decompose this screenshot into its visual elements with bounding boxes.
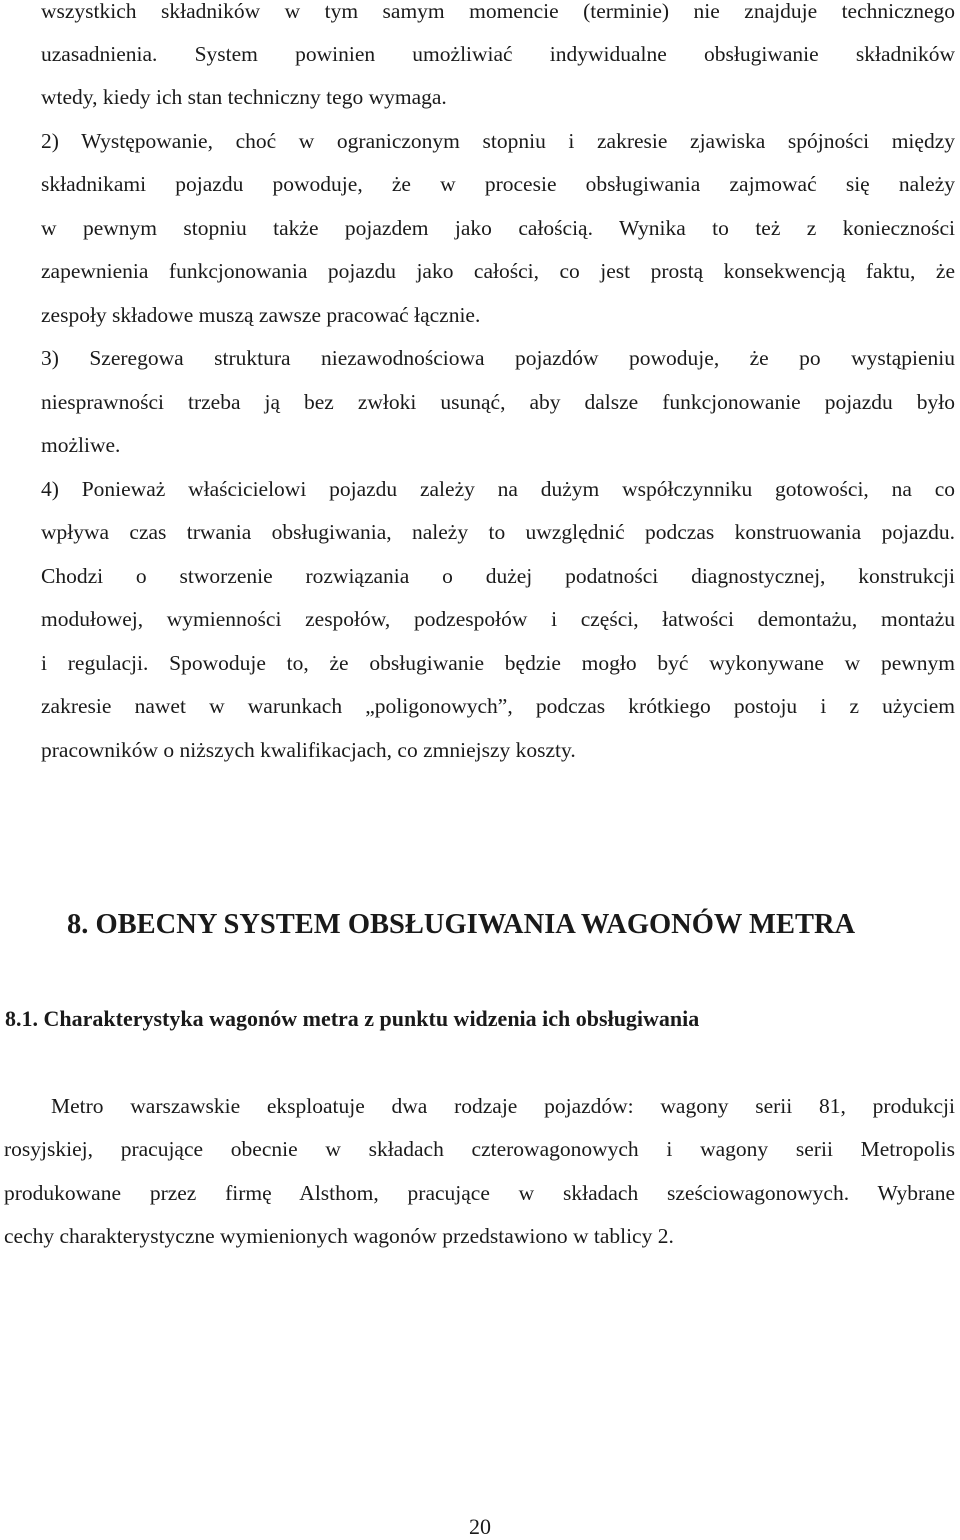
text-line: zakresie nawet w warunkach „poligonowych”, podczas krótkiego postoju i z użyciem	[41, 694, 955, 718]
text-line: produkowane przez firmę Alsthom, pracujące w składach sześciowagonowych. Wybrane	[4, 1181, 955, 1205]
text-line: w pewnym stopniu także pojazdem jako całością. Wynika to też z konieczności	[41, 216, 955, 240]
text-line: składnikami pojazdu powoduje, że w procesie obsługiwania zajmować się należy	[41, 172, 955, 196]
text-line: niesprawności trzeba ją bez zwłoki usunąć, aby dalsze funkcjonowanie pojazdu było	[41, 390, 955, 414]
text-line: wtedy, kiedy ich stan techniczny tego wymaga.	[41, 85, 447, 109]
list-item-3-line: 3) Szeregowa struktura niezawodnościowa pojazdów powoduje, że po wystąpieniu	[41, 346, 955, 370]
text-line: możliwe.	[41, 433, 121, 457]
subsection-heading: 8.1. Charakterystyka wagonów metra z punktu widzenia ich obsługiwania	[5, 1006, 700, 1031]
text-line: pracowników o niższych kwalifikacjach, co zmniejszy koszty.	[41, 738, 576, 762]
text-line: wszystkich składników w tym samym momencie (terminie) nie znajduje technicznego	[41, 0, 955, 23]
text-line: Metro warszawskie eksploatuje dwa rodzaje pojazdów: wagony serii 81, produkcji	[51, 1094, 955, 1118]
text-line: cechy charakterystyczne wymienionych wagonów przedstawiono w tablicy 2.	[4, 1224, 674, 1248]
text-line: rosyjskiej, pracujące obecnie w składach czterowagonowych i wagony serii Metropolis	[4, 1137, 955, 1161]
text-line: modułowej, wymienności zespołów, podzespołów i części, łatwości demontażu, montażu	[41, 607, 955, 631]
list-item-2-line: 2) Występowanie, choć w ograniczonym stopniu i zakresie zjawiska spójności między	[41, 129, 955, 153]
section-heading: 8. OBECNY SYSTEM OBSŁUGIWANIA WAGONÓW METRA	[67, 909, 856, 940]
text-line: zespoły składowe muszą zawsze pracować łącznie.	[41, 303, 481, 327]
text-line: i regulacji. Spowoduje to, że obsługiwanie będzie mogło być wykonywane w pewnym	[41, 651, 955, 675]
text-line: wpływa czas trwania obsługiwania, należy to uwzględnić podczas konstruowania pojazdu.	[41, 520, 955, 544]
list-item-4-line: 4) Ponieważ właścicielowi pojazdu zależy na dużym współczynniku gotowości, na co	[41, 477, 955, 501]
page-number: 20	[469, 1514, 491, 1539]
text-line: uzasadnienia. System powinien umożliwiać indywidualne obsługiwanie składników	[41, 42, 955, 66]
text-line: Chodzi o stworzenie rozwiązania o dużej podatności diagnostycznej, konstrukcji	[41, 564, 955, 588]
text-line: zapewnienia funkcjonowania pojazdu jako całości, co jest prostą konsekwencją faktu, że	[41, 259, 955, 283]
